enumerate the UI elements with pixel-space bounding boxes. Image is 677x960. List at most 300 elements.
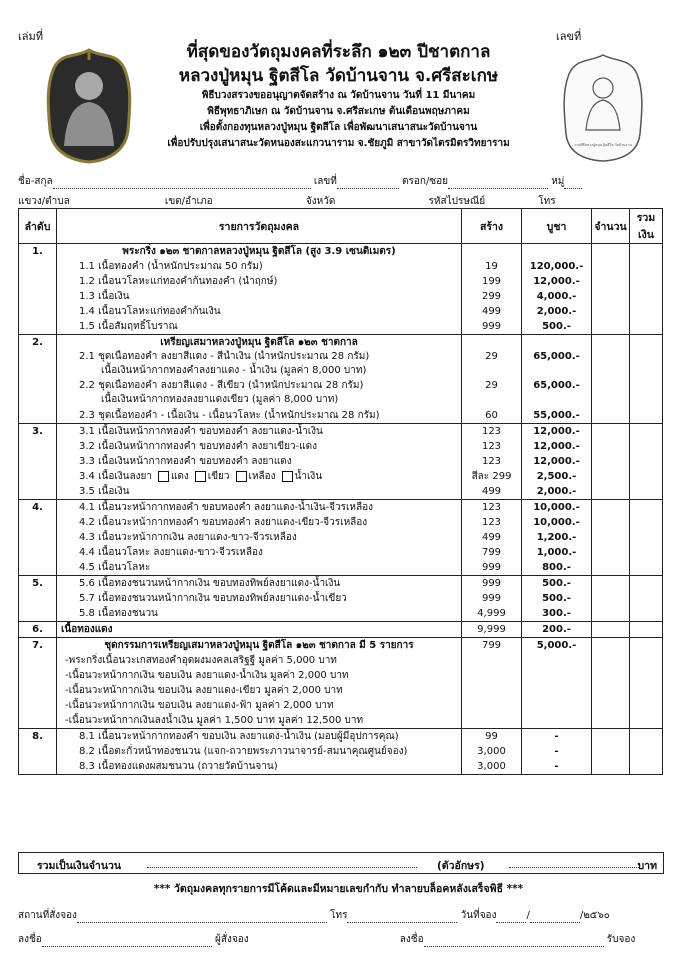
item-subtext: เนื้อเงินหน้ากากทองลงยาแดงเขียว (มูลค่า 8,000 บาท) [101, 394, 339, 405]
item-text: เนื้อทองแดง [61, 624, 113, 635]
row-order-number [19, 713, 57, 729]
house-no-field[interactable] [337, 178, 399, 189]
item-text: เหรียญเสมาหลวงปู่หมุน ฐิตสีโล ๑๒๓ ชาตกาล [160, 337, 358, 348]
row-made-count: 3,000 [462, 744, 522, 759]
row-quantity-cell[interactable] [592, 545, 630, 560]
item-text: 3.2 เนื้อเงินหน้ากากทองคำ ขอบทองคำ ลงยาเขียว-แดง [79, 441, 318, 452]
row-item-description [57, 350, 462, 379]
row-made-count: 123 [462, 500, 522, 516]
row-price: 200.- [522, 622, 592, 638]
item-text: 4.2 เนื้อนวะหน้ากากทองคำ ขอบทองคำ ลงยาแดง-เขียว-จีวรเหลือง [79, 517, 368, 528]
row-total-cell[interactable] [630, 653, 663, 668]
row-total-cell[interactable] [630, 408, 663, 424]
row-price [522, 335, 592, 351]
item-text: 1.1 เนื้อทองคำ (น้ำหนักประมาณ 50 กรัม) [79, 261, 263, 272]
row-total-cell[interactable] [630, 469, 663, 484]
table-row [19, 454, 663, 469]
row-total-cell[interactable] [630, 698, 663, 713]
row-total-cell[interactable] [630, 622, 663, 638]
row-price: 2,000.- [522, 484, 592, 500]
row-made-count: 123 [462, 424, 522, 440]
footer-row-2 [18, 932, 663, 947]
row-total-cell[interactable] [630, 289, 663, 304]
row-order-number [19, 530, 57, 545]
item-text: -เนื้อนวะหน้ากากเงิน ขอบเงิน ลงยาแดง-ฟ้า มูลค่า 2,000 บาท [65, 700, 334, 711]
row-quantity-cell[interactable] [592, 439, 630, 454]
item-text: 3.1 เนื้อเงินหน้ากากทองคำ ขอบทองคำ ลงยาแดง-น้ำเงิน [79, 426, 323, 437]
row-made-count: 123 [462, 439, 522, 454]
table-row [19, 289, 663, 304]
footer-phone-label: โทร [330, 910, 348, 921]
item-text: 2.3 ชุดเนื้อทองคำ - เนื้อเงิน - เนื้อนวโลหะ (น้ำหนักประมาณ 28 กรัม) [79, 410, 380, 421]
total-text-field[interactable] [509, 857, 639, 868]
row-price [522, 653, 592, 668]
footer-row-1 [18, 908, 663, 923]
table-row [19, 335, 663, 351]
subdistrict-label: แขวง/ตำบล [18, 196, 70, 207]
row-order-number [19, 259, 57, 274]
row-price: 2,500.- [522, 469, 592, 484]
table-row [19, 729, 663, 745]
row-total-cell[interactable] [630, 545, 663, 560]
item-text: 5.8 เนื้อทองชนวน [79, 608, 158, 619]
color-checkbox[interactable] [282, 471, 293, 482]
table-row [19, 515, 663, 530]
footer-phone-field[interactable] [347, 912, 457, 923]
row-total-cell[interactable] [630, 638, 663, 654]
row-price [522, 698, 592, 713]
row-price: 500.- [522, 319, 592, 335]
row-item-description [57, 545, 462, 560]
order-table [18, 208, 663, 775]
item-text: 4.5 เนื้อนวโลหะ [79, 562, 151, 573]
row-total-cell[interactable] [630, 576, 663, 592]
row-order-number [19, 319, 57, 335]
house-no-label: เลขที่ [313, 176, 337, 187]
row-total-cell[interactable] [630, 259, 663, 274]
row-total-cell[interactable] [630, 744, 663, 759]
row-quantity-cell[interactable] [592, 683, 630, 698]
row-total-cell[interactable] [630, 591, 663, 606]
order-day-field[interactable] [496, 912, 526, 923]
table-row [19, 259, 663, 274]
table-row [19, 576, 663, 592]
row-order-number: 3. [19, 424, 57, 440]
row-price: 120,000.- [522, 259, 592, 274]
col-header-made: สร้าง [462, 209, 522, 244]
row-order-number: 5. [19, 576, 57, 592]
total-amount-field[interactable] [147, 857, 417, 868]
row-quantity-cell[interactable] [592, 668, 630, 683]
row-total-cell[interactable] [630, 424, 663, 440]
row-made-count: 123 [462, 515, 522, 530]
item-text: 4.1 เนื้อนวะหน้ากากทองคำ ขอบทองคำ ลงยาแดง-น้ำเงิน-จีวรเหลือง [79, 502, 374, 513]
row-made-count [462, 698, 522, 713]
row-total-cell[interactable] [630, 668, 663, 683]
item-text: 2.2 ชุดเนื้อทองคำ ลงยาสีแดง - สีเขียว (น้ำหนักประมาณ 28 กรัม) [79, 380, 364, 391]
row-made-count: 799 [462, 638, 522, 654]
row-total-cell[interactable] [630, 244, 663, 260]
ceremony-line-3: เพื่อตั้งกองทุนหลวงปู่หมุน ฐิตสีโล เพื่อพัฒนาเสนาสนะวัดบ้านจาน [199, 122, 478, 133]
row-total-cell[interactable] [630, 713, 663, 729]
row-quantity-cell[interactable] [592, 304, 630, 319]
row-quantity-cell[interactable] [592, 713, 630, 729]
row-quantity-cell[interactable] [592, 515, 630, 530]
item-text: 5.7 เนื้อทองชนวนหน้ากากเงิน ขอบทองทิพย์ลงยาแดง-น้ำเขียว [79, 593, 347, 604]
row-made-count: 29 [462, 379, 522, 408]
ceremony-line-2: พิธีพุทธาภิเษก ณ วัดบ้านจาน จ.ศรีสะเกษ ต้นเดือนพฤษภาคม [207, 106, 470, 117]
color-checkbox[interactable] [195, 471, 206, 482]
row-total-cell[interactable] [630, 759, 663, 775]
row-order-number [19, 560, 57, 576]
row-quantity-cell[interactable] [592, 469, 630, 484]
row-price: 65,000.- [522, 350, 592, 379]
row-price: 10,000.- [522, 515, 592, 530]
ceremony-line-4: เพื่อปรับปรุงเสนาสนะวัดหนองสะแกวนาราม จ.ชัยภูมิ สาขาวัดไตรมิตรวิทยาราม [167, 138, 510, 149]
row-quantity-cell[interactable] [592, 319, 630, 335]
row-total-cell[interactable] [630, 304, 663, 319]
row-quantity-cell[interactable] [592, 759, 630, 775]
row-order-number [19, 289, 57, 304]
row-item-description [57, 515, 462, 530]
order-month-field[interactable] [530, 912, 580, 923]
name-label: ชื่อ-สกุล [18, 176, 53, 187]
item-text: 4.4 เนื้อนวโลหะ ลงยาแดง-ขาว-จีวรเหลือง [79, 547, 263, 558]
row-total-cell[interactable] [630, 335, 663, 351]
row-order-number: 6. [19, 622, 57, 638]
table-row [19, 698, 663, 713]
document-number-label: เลขที่ [556, 30, 582, 43]
item-text: 1.2 เนื้อนวโลหะแก่ทองคำก้นทองคำ (นำฤกษ์) [79, 276, 278, 287]
table-row [19, 713, 663, 729]
row-quantity-cell[interactable] [592, 653, 630, 668]
row-quantity-cell[interactable] [592, 424, 630, 440]
table-row [19, 622, 663, 638]
receiver-label: รับจอง [606, 934, 636, 945]
row-quantity-cell[interactable] [592, 454, 630, 469]
item-text: 3.4 เนื้อเงินลงยา [79, 471, 152, 482]
sign-label: ลงชื่อ [18, 934, 42, 945]
row-total-cell[interactable] [630, 683, 663, 698]
table-row [19, 759, 663, 775]
row-order-number: 7. [19, 638, 57, 654]
row-order-number [19, 454, 57, 469]
row-made-count: 3,000 [462, 759, 522, 775]
row-item-description [57, 289, 462, 304]
row-order-number [19, 683, 57, 698]
item-text: 1.3 เนื้อเงิน [79, 291, 130, 302]
table-row [19, 439, 663, 454]
ceremony-line-1: พิธีบวงสรวงขออนุญาตจัดสร้าง ณ วัดบ้านจาน วันที่ 11 มีนาคม [201, 90, 476, 101]
row-quantity-cell[interactable] [592, 698, 630, 713]
row-item-description [57, 379, 462, 408]
row-price: 4,000.- [522, 289, 592, 304]
row-made-count: 999 [462, 560, 522, 576]
row-item-description [57, 729, 462, 745]
table-row [19, 668, 663, 683]
row-order-number [19, 469, 57, 484]
row-quantity-cell[interactable] [592, 259, 630, 274]
row-quantity-cell[interactable] [592, 530, 630, 545]
table-row [19, 606, 663, 622]
row-quantity-cell[interactable] [592, 335, 630, 351]
row-price [522, 683, 592, 698]
row-order-number [19, 606, 57, 622]
postal-code-label: รหัสไปรษณีย์ [428, 196, 486, 207]
village-field[interactable] [564, 178, 582, 189]
table-row [19, 744, 663, 759]
row-made-count: 299 [462, 289, 522, 304]
table-row [19, 274, 663, 289]
seal-text: งานพิธีหลวงปู่หมุน ฐิตสีโล วัดบ้านจาน [574, 143, 632, 147]
receiver-signature-field[interactable] [424, 936, 604, 947]
row-quantity-cell[interactable] [592, 606, 630, 622]
row-order-number [19, 350, 57, 379]
row-quantity-cell[interactable] [592, 274, 630, 289]
row-total-cell[interactable] [630, 500, 663, 516]
row-made-count: 199 [462, 274, 522, 289]
phone-label: โทร [538, 196, 556, 207]
row-price: 800.- [522, 560, 592, 576]
row-item-description [57, 408, 462, 424]
row-item-description [57, 653, 462, 668]
row-order-number: 8. [19, 729, 57, 745]
village-label: หมู่ [551, 176, 565, 187]
row-made-count [462, 713, 522, 729]
row-price: 12,000.- [522, 424, 592, 440]
row-order-number [19, 304, 57, 319]
row-total-cell[interactable] [630, 484, 663, 500]
table-header-row [19, 209, 663, 244]
row-price [522, 668, 592, 683]
row-made-count: 499 [462, 484, 522, 500]
row-order-number [19, 759, 57, 775]
row-item-description [57, 319, 462, 335]
row-total-cell[interactable] [630, 439, 663, 454]
item-text: 8.3 เนื้อทองแดงผสมชนวน (ถวายวัดบ้านจาน) [79, 761, 278, 772]
table-row [19, 560, 663, 576]
item-text: 1.4 เนื้อนวโลหะแก่ทองคำก้นเงิน [79, 306, 221, 317]
row-made-count: 999 [462, 591, 522, 606]
table-row [19, 591, 663, 606]
row-item-description [57, 484, 462, 500]
row-item-description [57, 622, 462, 638]
row-order-number [19, 439, 57, 454]
row-item-description [57, 591, 462, 606]
row-total-cell[interactable] [630, 729, 663, 745]
row-item-description [57, 274, 462, 289]
row-item-description [57, 576, 462, 592]
row-made-count: 29 [462, 350, 522, 379]
total-label: รวมเป็นเงินจำนวน [37, 860, 122, 872]
row-quantity-cell[interactable] [592, 729, 630, 745]
row-quantity-cell[interactable] [592, 591, 630, 606]
color-checkbox[interactable] [158, 471, 169, 482]
col-header-qty: จำนวน [592, 209, 630, 244]
table-row [19, 683, 663, 698]
order-year: /๒๕๖๐ [579, 910, 610, 921]
row-price: 65,000.- [522, 379, 592, 408]
row-quantity-cell[interactable] [592, 379, 630, 408]
row-item-description [57, 606, 462, 622]
row-order-number: 1. [19, 244, 57, 260]
row-item-description [57, 744, 462, 759]
color-checkbox-label: แดง [170, 471, 189, 482]
item-text: 5.6 เนื้อทองชนวนหน้ากากเงิน ขอบทองทิพย์ลงยาแดง-น้ำเงิน [79, 578, 341, 589]
col-header-price: บูชา [522, 209, 592, 244]
row-total-cell[interactable] [630, 606, 663, 622]
row-order-number [19, 591, 57, 606]
row-item-description [57, 439, 462, 454]
item-text: พระกริ่ง ๑๒๓ ชาตกาลหลวงปู่หมุน ฐิตสีโล (สูง 3.9 เซนติเมตร) [122, 246, 396, 257]
customer-info-row-2 [18, 194, 663, 209]
item-text: ชุดกรรมการเหรียญเสมาหลวงปู่หมุน ฐิตสีโล ๑๒๓ ชาตกาล มี 5 รายการ [104, 640, 414, 651]
item-text: -เนื้อนวะหน้ากากเงินลงน้ำเงิน มูลค่า 1,500 บาท มูลค่า 12,500 บาท [65, 715, 364, 726]
col-header-order: ลำดับ [19, 209, 57, 244]
row-order-number [19, 668, 57, 683]
row-price: 1,000.- [522, 545, 592, 560]
row-quantity-cell[interactable] [592, 289, 630, 304]
row-order-number [19, 653, 57, 668]
color-checkbox-label: น้ำเงิน [294, 471, 323, 482]
row-order-number: 2. [19, 335, 57, 351]
row-made-count: 19 [462, 259, 522, 274]
table-row [19, 484, 663, 500]
row-item-description [57, 500, 462, 516]
row-total-cell[interactable] [630, 560, 663, 576]
row-item-description [57, 713, 462, 729]
orderer-signature-field[interactable] [42, 936, 212, 947]
item-text: 4.3 เนื้อนวะหน้ากากเงิน ลงยาแดง-ขาว-จีวรเหลือง [79, 532, 297, 543]
row-made-count [462, 668, 522, 683]
receiver-sign-label: ลงชื่อ [399, 934, 424, 945]
table-row [19, 653, 663, 668]
row-price: 500.- [522, 591, 592, 606]
row-quantity-cell[interactable] [592, 244, 630, 260]
district-label: เขต/อำเภอ [164, 196, 213, 207]
code-note: *** วัตถุมงคลทุกรายการมีโค้ดและมีหมายเลขกำกับ ทำลายบล็อคหลังเสร็จพิธี *** [153, 883, 524, 895]
row-made-count: 999 [462, 576, 522, 592]
row-made-count: 9,999 [462, 622, 522, 638]
row-item-description [57, 668, 462, 683]
order-date-label: วันที่จอง [460, 910, 497, 921]
name-field[interactable] [53, 178, 311, 189]
row-item-description [57, 259, 462, 274]
row-item-description [57, 560, 462, 576]
table-row [19, 469, 663, 484]
row-price: 10,000.- [522, 500, 592, 516]
item-text: -พระกริ่งเนื้อนวะเกสทองคำอุดผงมงคลเสริฐฐี มูลค่า 5,000 บาท [65, 655, 337, 666]
row-item-description [57, 530, 462, 545]
table-row [19, 545, 663, 560]
row-made-count: 60 [462, 408, 522, 424]
item-text: 2.1 ชุดเนื้อทองคำ ลงยาสีแดง - สีน้ำเงิน (น้ำหนักประมาณ 28 กรัม) [79, 351, 370, 362]
row-made-count [462, 653, 522, 668]
item-text: 8.2 เนื้อตะกั่วหน้าทองชนวน (แจก-ถวายพระภาวนาจารย์-สมนาคุณศูนย์จอง) [79, 746, 408, 757]
row-order-number [19, 274, 57, 289]
row-quantity-cell[interactable] [592, 560, 630, 576]
row-made-count: 123 [462, 454, 522, 469]
row-price: 1,200.- [522, 530, 592, 545]
row-made-count: 499 [462, 304, 522, 319]
row-item-description [57, 698, 462, 713]
order-place-field[interactable] [77, 912, 327, 923]
row-made-count: 499 [462, 530, 522, 545]
row-price: - [522, 729, 592, 745]
row-price [522, 713, 592, 729]
table-row [19, 530, 663, 545]
table-row [19, 638, 663, 654]
color-checkbox-label: เหลือง [248, 471, 276, 482]
row-order-number: 4. [19, 500, 57, 516]
row-quantity-cell[interactable] [592, 500, 630, 516]
row-item-description [57, 454, 462, 469]
row-total-cell[interactable] [630, 379, 663, 408]
row-order-number [19, 484, 57, 500]
row-quantity-cell[interactable] [592, 484, 630, 500]
row-total-cell[interactable] [630, 350, 663, 379]
row-total-cell[interactable] [630, 454, 663, 469]
row-made-count [462, 683, 522, 698]
row-price [522, 244, 592, 260]
item-subtext: เนื้อเงินหน้ากากทองคำลงยาแดง - น้ำเงิน (มูลค่า 8,000 บาท) [101, 365, 367, 376]
title-line-1: ที่สุดของวัตถุมงคลที่ระลึก ๑๒๓ ปีชาตกาล [186, 42, 491, 62]
row-made-count: 799 [462, 545, 522, 560]
seal-image [560, 52, 646, 164]
row-quantity-cell[interactable] [592, 408, 630, 424]
row-item-description [57, 638, 462, 654]
col-header-total: รวมเงิน [630, 209, 663, 244]
row-total-cell[interactable] [630, 319, 663, 335]
row-quantity-cell[interactable] [592, 622, 630, 638]
item-text: 8.1 เนื้อนวะหน้ากากทองคำ ขอบเงิน ลงยาแดง-น้ำเงิน (มอบผู้มีอุปการคุณ) [79, 731, 399, 742]
baht-label: บาท [637, 860, 657, 872]
color-checkbox[interactable] [236, 471, 247, 482]
row-made-count [462, 335, 522, 351]
alley-label: ตรอก/ซอย [402, 176, 448, 187]
row-price: 55,000.- [522, 408, 592, 424]
alley-field[interactable] [448, 178, 548, 189]
row-quantity-cell[interactable] [592, 744, 630, 759]
total-row [18, 852, 664, 874]
table-row [19, 500, 663, 516]
row-order-number [19, 408, 57, 424]
row-total-cell[interactable] [630, 530, 663, 545]
row-order-number [19, 698, 57, 713]
row-order-number [19, 744, 57, 759]
row-item-description [57, 469, 462, 484]
row-quantity-cell[interactable] [592, 350, 630, 379]
book-number-label: เล่มที่ [18, 30, 44, 43]
row-price: - [522, 744, 592, 759]
row-made-count: 999 [462, 319, 522, 335]
row-quantity-cell[interactable] [592, 638, 630, 654]
total-text-label: (ตัวอักษร) [437, 860, 485, 872]
item-text: 1.5 เนื้อสัมฤทธิ์โบราณ [79, 321, 178, 332]
orderer-label: ผู้สั่งจอง [215, 934, 249, 945]
col-header-item: รายการวัตถุมงคล [57, 209, 462, 244]
row-total-cell[interactable] [630, 274, 663, 289]
table-row [19, 319, 663, 335]
order-place-label: สถานที่สั่งจอง [18, 910, 77, 921]
row-price: 12,000.- [522, 274, 592, 289]
row-price: 2,000.- [522, 304, 592, 319]
province-label: จังหวัด [305, 196, 336, 207]
row-total-cell[interactable] [630, 515, 663, 530]
row-quantity-cell[interactable] [592, 576, 630, 592]
row-price: 300.- [522, 606, 592, 622]
row-order-number [19, 545, 57, 560]
